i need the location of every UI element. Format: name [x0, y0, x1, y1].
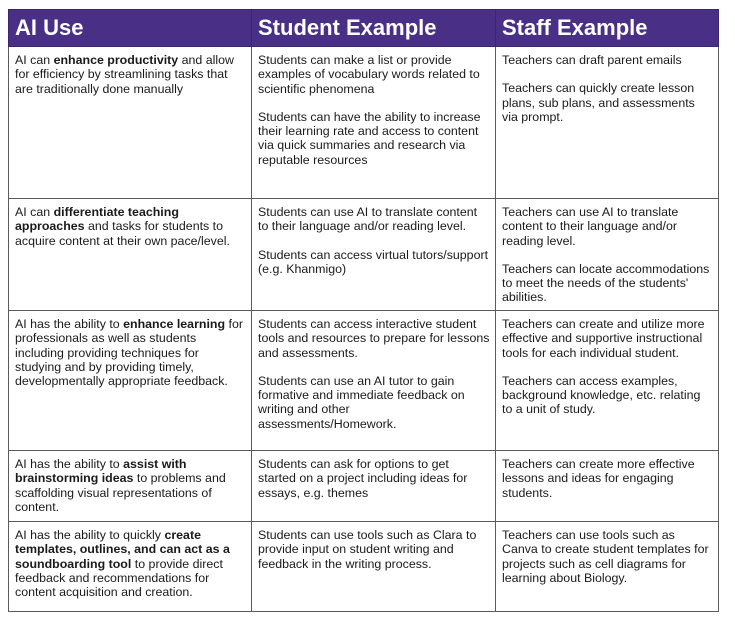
staff-example-cell	[496, 199, 719, 311]
student-example-cell	[252, 311, 496, 451]
ai-use-highlight: enhance learning	[123, 317, 226, 331]
table-row	[9, 451, 719, 522]
staff-example-text: Teachers can quickly create lesson plans, sub plans, and assessments via prompt.	[502, 81, 695, 124]
staff-example-cell	[496, 47, 719, 199]
student-example-cell	[252, 47, 496, 199]
table-row	[9, 47, 719, 199]
ai-use-cell	[9, 522, 252, 612]
ai-use-text: for professionals as well as students including providing techniques for studying and by providing timely, developmentally appropriate feedback.	[15, 317, 243, 389]
ai-use-text: to problems and scaffolding visual representations of content.	[15, 471, 226, 514]
ai-use-highlight: enhance productivity	[53, 53, 179, 67]
student-example-cell	[252, 522, 496, 612]
ai-use-text: AI can	[15, 205, 54, 219]
student-example-text: Students can use an AI tutor to gain formative and immediate feedback on writing and other assessments/Homework.	[258, 373, 465, 431]
header-row	[9, 10, 719, 47]
ai-use-text: and allow for efficiency by streamlining tasks that are traditionally done manually	[15, 53, 234, 96]
student-example-text: Students can ask for options to get started on a project including ideas for essays, e.g. themes	[258, 457, 468, 500]
ai-use-text: to provide direct feedback and recommendations for content acquisition and creation.	[15, 556, 223, 600]
ai-use-cell	[9, 199, 252, 311]
student-example-text: Students can access interactive student tools and resources to prepare for lessons and assessments.	[258, 317, 490, 360]
ai-use-cell	[9, 47, 252, 199]
ai-use-text: AI has the ability to	[15, 317, 124, 331]
ai-use-text: AI can	[15, 53, 54, 67]
table-row	[9, 522, 719, 612]
staff-example-text: Teachers can use tools such as Canva to create student templates for projects such as cell diagrams for learning about Biology.	[502, 528, 709, 585]
staff-example-text: Teachers can create and utilize more effective and supportive instructional tools for each individual student.	[502, 317, 705, 360]
staff-example-text: Teachers can draft parent emails	[502, 53, 682, 67]
ai-use-text: AI has the ability to quickly	[15, 528, 165, 542]
header-student-example: Student Example	[252, 10, 496, 47]
student-example-text: Students can make a list or provide examples of vocabulary words related to scientific phenomena	[258, 53, 480, 96]
student-example-text: Students can access virtual tutors/support (e.g. Khanmigo)	[258, 247, 489, 276]
staff-example-cell	[496, 522, 719, 612]
ai-use-text: AI has the ability to	[15, 457, 124, 471]
ai-use-highlight: assist with brainstorming ideas	[15, 457, 187, 486]
staff-example-text: Teachers can use AI to translate content to their language and/or reading level.	[502, 205, 679, 248]
ai-use-highlight: differentiate teaching approaches	[15, 205, 179, 234]
ai-use-table	[8, 9, 719, 612]
ai-use-cell	[9, 311, 252, 451]
ai-use-text: and tasks for students to acquire content at their own pace/level.	[15, 219, 230, 248]
staff-example-text: Teachers can access examples, background knowledge, etc. relating to a unit of study.	[502, 373, 701, 417]
student-example-text: Students can use tools such as Clara to provide input on student writing and feedback in the writing process.	[258, 528, 477, 571]
header-ai-use: AI Use	[9, 10, 252, 47]
table-row	[9, 199, 719, 311]
student-example-cell	[252, 199, 496, 311]
staff-example-cell	[496, 311, 719, 451]
staff-example-text: Teachers can locate accommodations to meet the needs of the students' abilities.	[502, 261, 710, 305]
staff-example-cell	[496, 451, 719, 522]
student-example-text: Students can use AI to translate content to their language and/or reading level.	[258, 205, 478, 234]
student-example-text: Students can have the ability to increase their learning rate and access to content via quick summaries and research via reputable resources	[258, 109, 481, 167]
header-staff-example: Staff Example	[496, 10, 719, 47]
ai-use-table-container	[8, 9, 719, 612]
ai-use-highlight: create templates, outlines, and can act as a soundboarding tool	[15, 528, 230, 571]
ai-use-cell	[9, 451, 252, 522]
staff-example-text: Teachers can create more effective lessons and ideas for engaging students.	[502, 457, 695, 500]
table-row	[9, 311, 719, 451]
student-example-cell	[252, 451, 496, 522]
